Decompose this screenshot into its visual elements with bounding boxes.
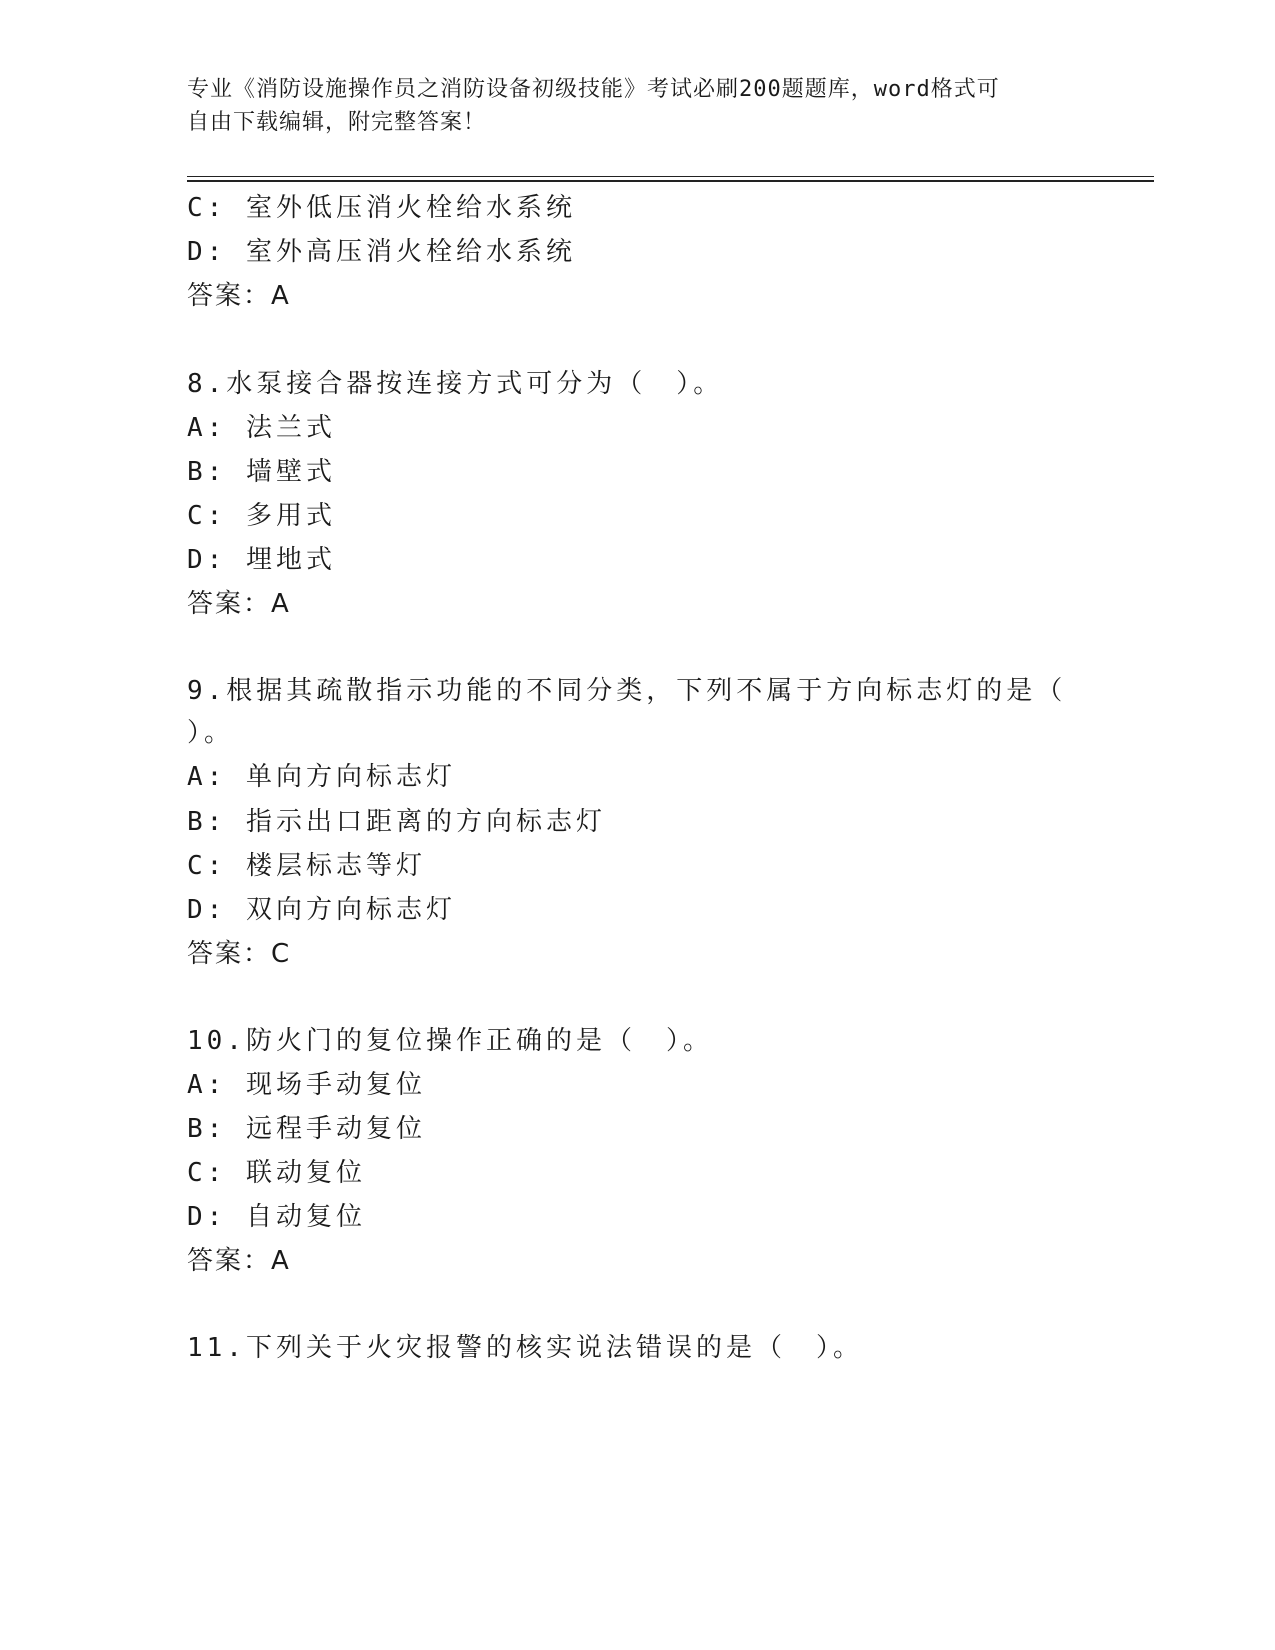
q9-answer: 答案：C	[187, 939, 292, 969]
q8-stem: 8.水泵接合器按连接方式可分为（ ）。	[187, 369, 724, 399]
q10-answer: 答案：A	[187, 1246, 291, 1276]
q10-option-a: A: 现场手动复位	[187, 1070, 426, 1100]
document-header	[187, 73, 1087, 139]
q11-stem: 11.下列关于火灾报警的核实说法错误的是（ ）。	[187, 1333, 863, 1363]
header-title-line-2: 自由下载编辑，附完整答案！	[187, 110, 487, 135]
q8-option-b: B: 墙壁式	[187, 457, 336, 487]
q10-stem: 10.防火门的复位操作正确的是（ ）。	[187, 1026, 713, 1056]
q8-option-a: A: 法兰式	[187, 413, 336, 443]
prev-option-c: C: 室外低压消火栓给水系统	[187, 193, 576, 223]
q8-option-d: D: 埋地式	[187, 545, 336, 575]
header-divider-thin	[187, 176, 1154, 177]
q9-option-c: C: 楼层标志等灯	[187, 851, 426, 881]
q9-stem-line-2: ）。	[187, 718, 235, 748]
q10-option-b: B: 远程手动复位	[187, 1114, 426, 1144]
q9-option-d: D: 双向方向标志灯	[187, 895, 456, 925]
q10-option-c: C: 联动复位	[187, 1158, 366, 1188]
prev-option-d: D: 室外高压消火栓给水系统	[187, 237, 576, 267]
q9-option-b: B: 指示出口距离的方向标志灯	[187, 807, 606, 837]
header-title-line-1: 专业《消防设施操作员之消防设备初级技能》考试必刷200题题库，word格式可	[187, 77, 1000, 102]
q8-option-c: C: 多用式	[187, 501, 336, 531]
prev-answer: 答案：A	[187, 281, 291, 311]
q10-option-d: D: 自动复位	[187, 1202, 366, 1232]
q9-stem-line-1: 9.根据其疏散指示功能的不同分类，下列不属于方向标志灯的是（	[187, 676, 1067, 706]
header-divider-thick	[187, 180, 1154, 182]
q9-option-a: A: 单向方向标志灯	[187, 762, 456, 792]
q8-answer: 答案：A	[187, 589, 291, 619]
